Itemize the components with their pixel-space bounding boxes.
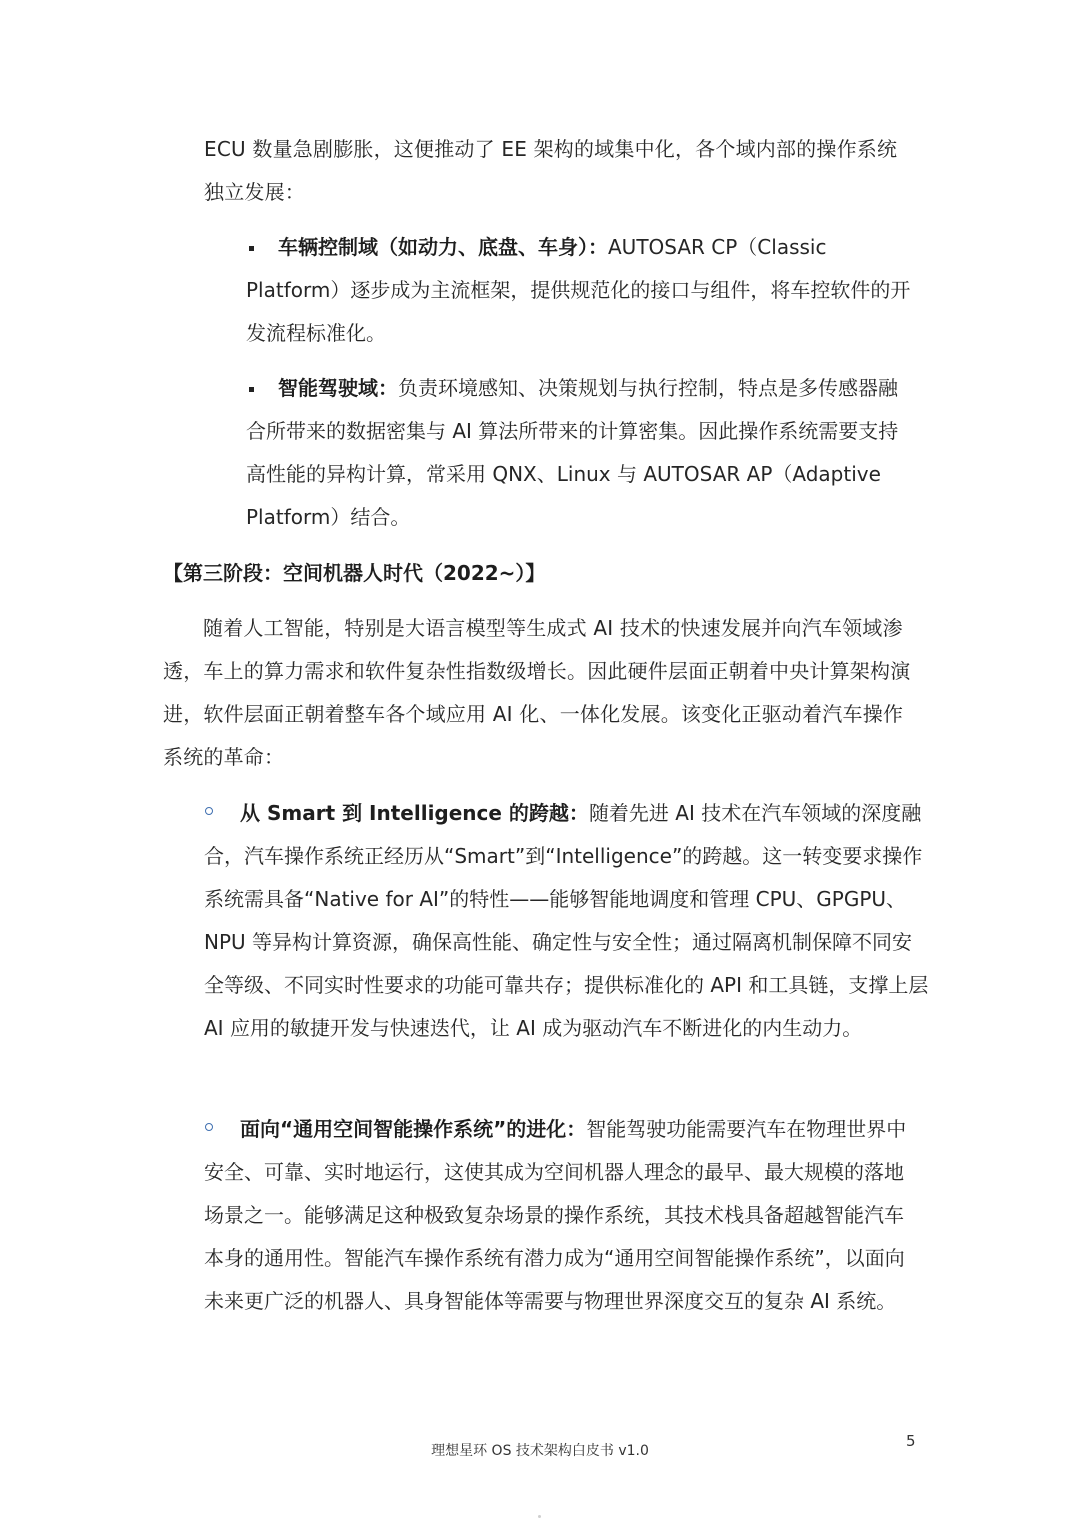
bullet-label: 面向“通用空间智能操作系统”的进化： (240, 1117, 587, 1141)
bullet-intelligent-driving-domain (246, 367, 914, 539)
bullet-vehicle-control-domain (246, 226, 914, 355)
section-heading: 【第三阶段：空间机器人时代（2022~）】 (163, 561, 546, 585)
bullet-label: 从 Smart 到 Intelligence 的跨越： (240, 801, 589, 825)
page-number: 5 (906, 1432, 916, 1450)
bullet-text: 负责环境感知、决策规划与执行控制，特点是多传感器融合所带来的数据密集与 AI 算法所带来的计算密集。因此操作系统需要支持高性能的异构计算，常采用 QNX、Linux 与 AUTOSAR AP（Adaptive Platform）结合。 (246, 376, 899, 529)
bullet-label: 智能驾驶域： (278, 376, 398, 400)
bullet-label: 车辆控制域（如动力、底盘、车身）： (278, 235, 608, 259)
intro-paragraph: ECU 数量急剧膨胀，这便推动了 EE 架构的域集中化，各个域内部的操作系统独立发展： (204, 137, 898, 204)
bullet-text: 随着先进 AI 技术在汽车领域的深度融合，汽车操作系统正经历从“Smart”到“Intelligence”的跨越。这一转变要求操作系统需具备“Native for AI”的特性——能够智能地调度和管理 CPU、GPGPU、NPU 等异构计算资源，确保高性能、确定性与安全性；通过隔离机制保障不同安全等级、不同实时性要求的功能可靠共存；提供标准化的 API 和工具链，支撑上层 AI 应用的敏捷开发与快速迭代，让 AI 成为驱动汽车不断进化的内生动力。 (204, 801, 929, 1040)
body-paragraph-text: 随着人工智能，特别是大语言模型等生成式 AI 技术的快速发展并向汽车领域渗透，车上的算力需求和软件复杂性指数级增长。因此硬件层面正朝着中央计算架构演进，软件层面正朝着整车各个域应用 AI 化、一体化发展。该变化正驱动着汽车操作系统的革命： (163, 616, 911, 769)
bullet-text: AUTOSAR CP（Classic Platform）逐步成为主流框架，提供规范化的接口与组件，将车控软件的开发流程标准化。 (246, 235, 911, 345)
body-paragraph (163, 607, 923, 779)
footer-title: 理想星环 OS 技术架构白皮书 v1.0 (431, 1443, 649, 1459)
bullet-text: 智能驾驶功能需要汽车在物理世界中安全、可靠、实时地运行，这使其成为空间机器人理念的最早、最大规模的落地场景之一。能够满足这种极致复杂场景的操作系统，其技术栈具备超越智能汽车本身的通用性。智能汽车操作系统有潜力成为“通用空间智能操作系统”，以面向未来更广泛的机器人、具身智能体等需要与物理世界深度交互的复杂 AI 系统。 (204, 1117, 907, 1313)
bullet-smart-to-intelligence (204, 792, 932, 1050)
bullet-general-spatial-os (204, 1108, 922, 1323)
scan-dot (538, 1515, 541, 1518)
